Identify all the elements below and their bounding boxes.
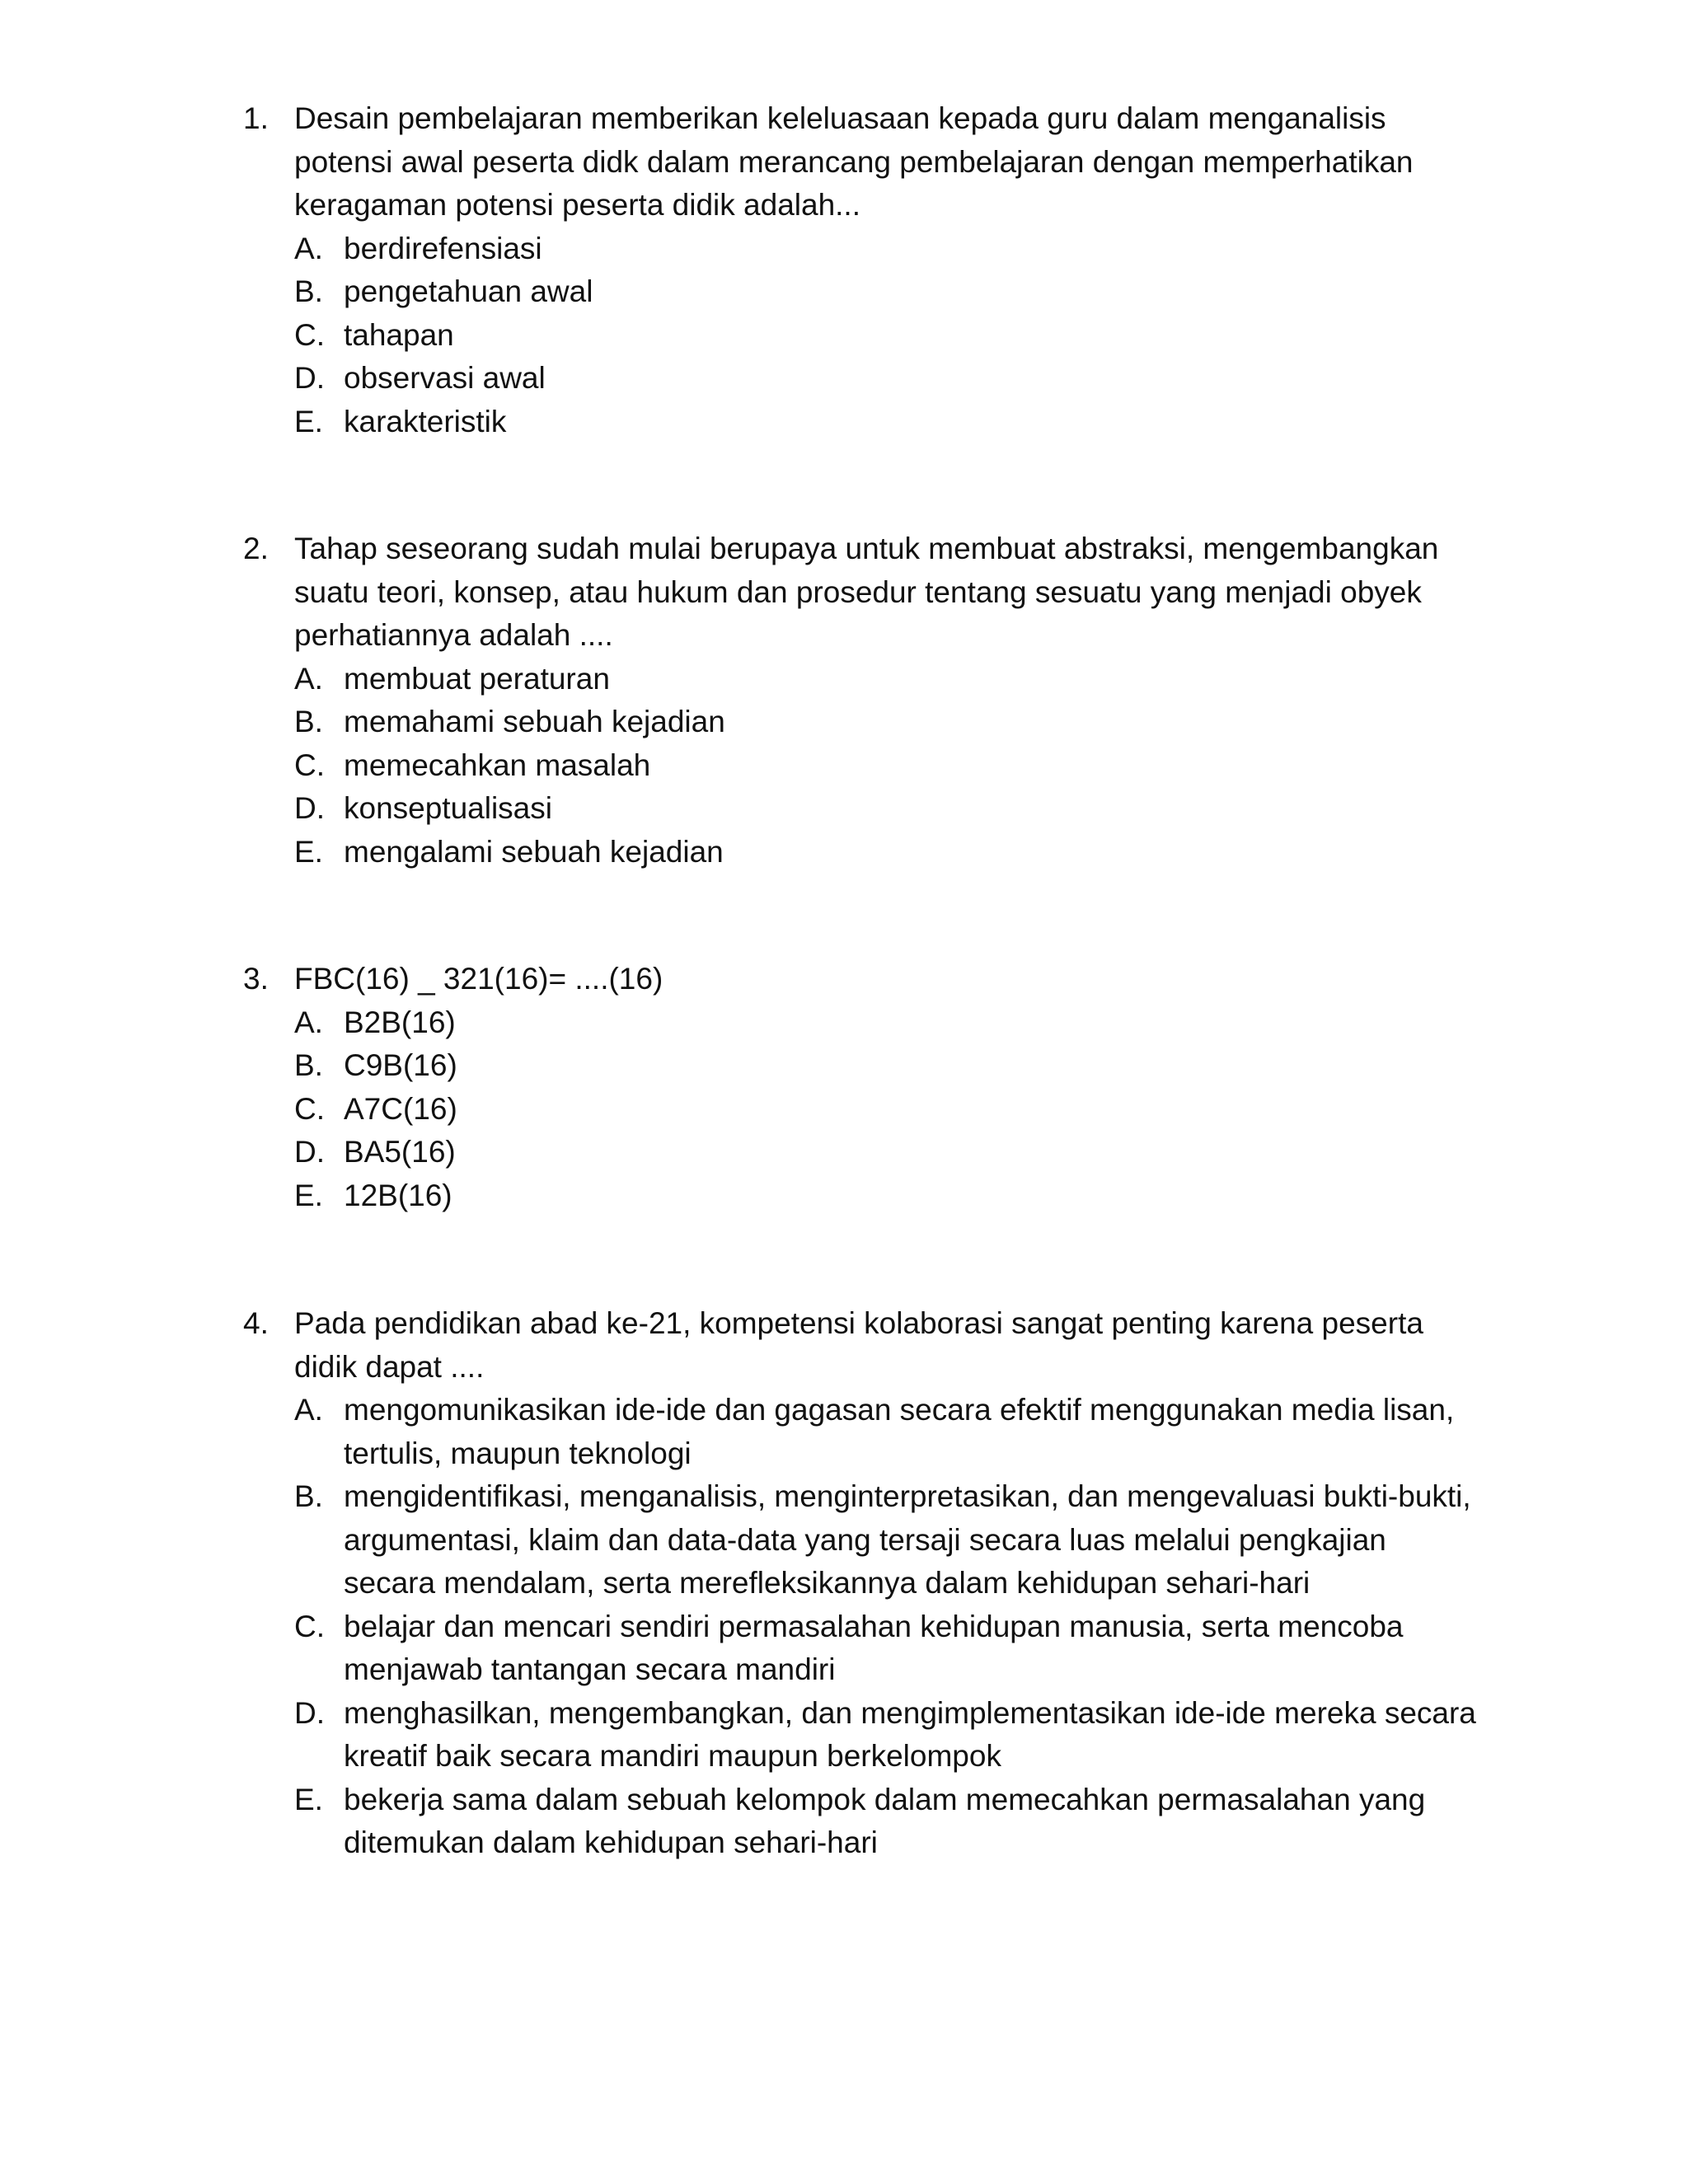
option-b xyxy=(294,701,1479,744)
option-text: pengetahuan awal xyxy=(344,274,593,308)
option-a xyxy=(294,1389,1479,1475)
question-text: FBC(16) _ 321(16)= ....(16) xyxy=(294,962,663,996)
option-letter: A. xyxy=(294,661,323,696)
option-a xyxy=(294,227,1479,271)
option-d xyxy=(294,1692,1479,1779)
question-number: 3. xyxy=(243,962,269,996)
option-text: BA5(16) xyxy=(344,1135,456,1169)
question-number: 4. xyxy=(243,1306,269,1340)
option-text: B2B(16) xyxy=(344,1005,456,1039)
question-text: Pada pendidikan abad ke-21, kompetensi kolaborasi sangat penting karena peserta didik dapat .... xyxy=(294,1306,1423,1384)
option-letter: E. xyxy=(294,404,323,438)
question-1 xyxy=(243,97,1479,443)
question-number: 2. xyxy=(243,532,269,565)
option-e xyxy=(294,1174,1479,1218)
option-c xyxy=(294,1088,1479,1132)
option-b xyxy=(294,1044,1479,1088)
option-b xyxy=(294,270,1479,314)
option-text: berdirefensiasi xyxy=(344,231,542,265)
option-e xyxy=(294,831,1479,874)
option-text: belajar dan mencari sendiri permasalahan kehidupan manusia, serta mencoba menjawab tantangan secara mandiri xyxy=(344,1609,1404,1686)
option-letter: A. xyxy=(294,231,323,265)
option-letter: D. xyxy=(294,361,325,395)
option-letter: D. xyxy=(294,1695,325,1730)
question-2 xyxy=(243,527,1479,874)
option-letter: D. xyxy=(294,791,325,825)
option-text: C9B(16) xyxy=(344,1048,457,1082)
option-letter: B. xyxy=(294,705,323,738)
option-text: menghasilkan, mengembangkan, dan mengimplementasikan ide-ide mereka secara kreatif baik secara mandiri maupun berkelompok xyxy=(344,1695,1476,1773)
option-text: memecahkan masalah xyxy=(344,748,651,782)
option-d xyxy=(294,357,1479,401)
question-stem xyxy=(243,97,1479,227)
question-number: 1. xyxy=(243,101,269,135)
option-c xyxy=(294,744,1479,788)
option-list xyxy=(243,227,1479,444)
option-list xyxy=(243,658,1479,874)
option-text: membuat peraturan xyxy=(344,661,610,696)
option-letter: B. xyxy=(294,1048,323,1082)
option-text: bekerja sama dalam sebuah kelompok dalam memecahkan permasalahan yang ditemukan dalam kehidupan sehari-hari xyxy=(344,1782,1426,1859)
option-letter: C. xyxy=(294,748,325,782)
option-a xyxy=(294,1001,1479,1045)
option-e xyxy=(294,1779,1479,1865)
option-text: A7C(16) xyxy=(344,1091,457,1126)
option-text: konseptualisasi xyxy=(344,791,552,825)
option-letter: E. xyxy=(294,834,323,869)
option-b xyxy=(294,1475,1479,1605)
option-e xyxy=(294,401,1479,444)
option-letter: C. xyxy=(294,317,325,352)
option-text: karakteristik xyxy=(344,404,507,438)
question-stem xyxy=(243,958,1479,1001)
option-letter: A. xyxy=(294,1005,323,1039)
option-text: mengomunikasikan ide-ide dan gagasan secara efektif menggunakan media lisan, tertulis, maupun teknologi xyxy=(344,1393,1455,1470)
option-letter: B. xyxy=(294,274,323,308)
option-c xyxy=(294,314,1479,358)
option-text: mengalami sebuah kejadian xyxy=(344,834,724,869)
option-text: observasi awal xyxy=(344,361,546,395)
option-c xyxy=(294,1605,1479,1692)
option-a xyxy=(294,658,1479,701)
option-letter: D. xyxy=(294,1135,325,1169)
question-stem xyxy=(243,1302,1479,1389)
option-letter: E. xyxy=(294,1178,323,1212)
question-4 xyxy=(243,1302,1479,1865)
question-stem xyxy=(243,527,1479,658)
option-text: mengidentifikasi, menganalisis, menginterpretasikan, dan mengevaluasi bukti-bukti, argumentasi, klaim dan data-data yang tersaji secara luas melalui pengkajian secara mendalam, serta merefleksikannya dalam kehidupan sehari-hari xyxy=(344,1479,1471,1600)
question-3 xyxy=(243,958,1479,1217)
option-d xyxy=(294,1131,1479,1174)
option-letter: A. xyxy=(294,1393,323,1427)
option-letter: B. xyxy=(294,1479,323,1513)
option-letter: C. xyxy=(294,1091,325,1126)
option-text: tahapan xyxy=(344,317,454,352)
option-text: memahami sebuah kejadian xyxy=(344,705,725,738)
option-d xyxy=(294,787,1479,831)
option-letter: E. xyxy=(294,1782,323,1816)
option-list xyxy=(243,1389,1479,1865)
option-list xyxy=(243,1001,1479,1218)
option-letter: C. xyxy=(294,1609,325,1643)
question-text: Tahap seseorang sudah mulai berupaya untuk membuat abstraksi, mengembangkan suatu teori, konsep, atau hukum dan prosedur tentang sesuatu yang menjadi obyek perhatiannya adalah .... xyxy=(294,532,1439,652)
question-text: Desain pembelajaran memberikan keleluasaan kepada guru dalam menganalisis potensi awal peserta didk dalam merancang pembelajaran dengan memperhatikan keragaman potensi peserta didik adalah... xyxy=(294,101,1414,222)
option-text: 12B(16) xyxy=(344,1178,452,1212)
